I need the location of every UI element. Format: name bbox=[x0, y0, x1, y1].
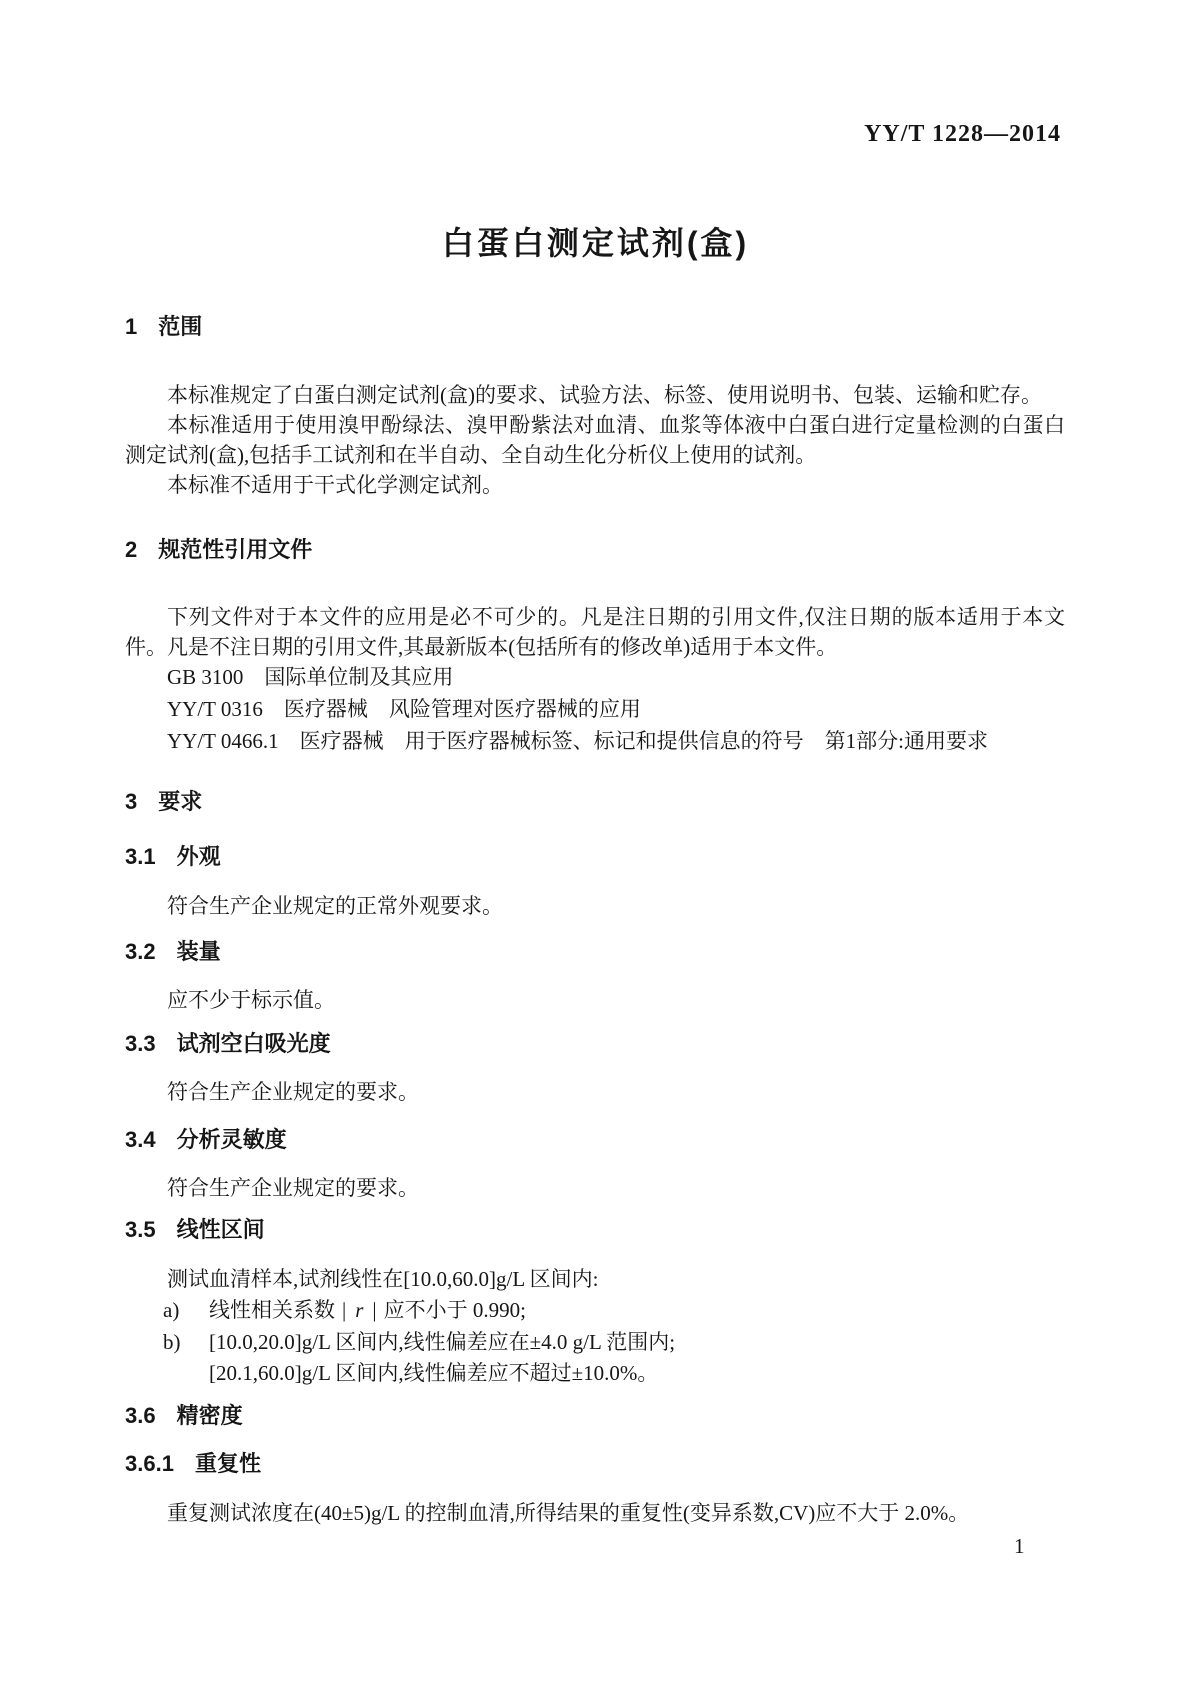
list-item-a-text-post: 应不小于 0.990; bbox=[383, 1298, 526, 1322]
section-3-3-body: 符合生产企业规定的要求。 bbox=[167, 1080, 419, 1104]
correlation-variable-r: r bbox=[355, 1298, 364, 1322]
list-item-b bbox=[163, 1327, 1065, 1357]
section-3-1-heading bbox=[125, 844, 1065, 870]
page-number: 1 bbox=[1014, 1534, 1025, 1558]
section-3-heading bbox=[125, 789, 1065, 815]
list-item-a-text: 线性相关系数 bbox=[209, 1298, 335, 1322]
section-3-6-1-heading bbox=[125, 1451, 1065, 1477]
section-3-4-number: 3.4 bbox=[125, 1127, 156, 1152]
section-3-6-1-number: 3.6.1 bbox=[125, 1451, 174, 1476]
section-3-4-heading bbox=[125, 1127, 1065, 1153]
reference-item: YY/T 0466.1 医疗器械 用于医疗器械标签、标记和提供信息的符号 第1部分:通用要求 bbox=[167, 729, 988, 753]
section-3-6-1-heading-text: 重复性 bbox=[194, 1451, 261, 1476]
section-3-6-1-body: 重复测试浓度在(40±5)g/L 的控制血清,所得结果的重复性(变异系数,CV)应不大于 2.0%。 bbox=[167, 1501, 970, 1525]
section-3-2-heading bbox=[125, 939, 1065, 965]
reference-item: GB 3100 国际单位制及其应用 bbox=[167, 665, 454, 689]
document-body bbox=[125, 0, 1065, 1684]
section-3-6-heading-text: 精密度 bbox=[176, 1403, 243, 1428]
section-3-6-heading bbox=[125, 1403, 1065, 1429]
section-3-3-heading bbox=[125, 1031, 1065, 1057]
list-item-b-line1: [10.0,20.0]g/L 区间内,线性偏差应在±4.0 g/L 范围内; bbox=[209, 1330, 676, 1354]
section-3-1-heading-text: 外观 bbox=[176, 844, 221, 869]
reference-item: YY/T 0316 医疗器械 风险管理对医疗器械的应用 bbox=[167, 697, 641, 721]
section-2-heading bbox=[125, 537, 1065, 563]
absolute-bar-left: | bbox=[342, 1298, 347, 1322]
section-1-paragraph-2: 本标准适用于使用溴甲酚绿法、溴甲酚紫法对血清、血浆等体液中白蛋白进行定量检测的白蛋白测定试剂(盒),包括手工试剂和在半自动、全自动生化分析仪上使用的试剂。 bbox=[125, 413, 1065, 467]
section-3-4-heading-text: 分析灵敏度 bbox=[176, 1127, 287, 1152]
section-3-1-body: 符合生产企业规定的正常外观要求。 bbox=[167, 894, 503, 918]
section-2-number: 2 bbox=[125, 537, 138, 562]
section-3-2-body: 应不少于标示值。 bbox=[167, 988, 335, 1012]
section-1-heading bbox=[125, 314, 1065, 340]
standard-code: YY/T 1228—2014 bbox=[864, 121, 1061, 147]
document-title: 白蛋白测定试剂(盒) bbox=[441, 225, 750, 261]
section-2-intro: 下列文件对于本文件的应用是必不可少的。凡是注日期的引用文件,仅注日期的版本适用于本文件。凡是不注日期的引用文件,其最新版本(包括所有的修改单)适用于本文件。 bbox=[125, 605, 1065, 659]
list-item-a bbox=[163, 1295, 1065, 1325]
section-3-6-number: 3.6 bbox=[125, 1403, 156, 1428]
section-1-paragraph-3: 本标准不适用于干式化学测定试剂。 bbox=[167, 473, 503, 497]
list-item-b-label: b) bbox=[163, 1330, 181, 1354]
section-3-5-intro: 测试血清样本,试剂线性在[10.0,60.0]g/L 区间内: bbox=[167, 1267, 599, 1291]
section-3-5-number: 3.5 bbox=[125, 1217, 156, 1242]
section-3-5-heading-text: 线性区间 bbox=[176, 1217, 265, 1242]
list-item-a-label: a) bbox=[163, 1298, 180, 1322]
section-3-2-heading-text: 装量 bbox=[176, 939, 221, 964]
section-3-5-heading bbox=[125, 1217, 1065, 1243]
section-2-heading-text: 规范性引用文件 bbox=[158, 537, 313, 562]
section-3-1-number: 3.1 bbox=[125, 844, 156, 869]
section-3-3-number: 3.3 bbox=[125, 1031, 156, 1056]
absolute-bar-right: | bbox=[372, 1298, 377, 1322]
section-3-3-heading-text: 试剂空白吸光度 bbox=[176, 1031, 331, 1056]
list-item-b-continued: [20.1,60.0]g/L 区间内,线性偏差应不超过±10.0%。 bbox=[209, 1361, 659, 1385]
section-1-heading-text: 范围 bbox=[158, 314, 203, 339]
section-3-number: 3 bbox=[125, 789, 138, 814]
section-3-4-body: 符合生产企业规定的要求。 bbox=[167, 1176, 419, 1200]
section-3-heading-text: 要求 bbox=[158, 789, 203, 814]
section-1-number: 1 bbox=[125, 314, 138, 339]
section-3-2-number: 3.2 bbox=[125, 939, 156, 964]
section-1-paragraph-1: 本标准规定了白蛋白测定试剂(盒)的要求、试验方法、标签、使用说明书、包装、运输和贮存。 bbox=[167, 383, 1042, 407]
